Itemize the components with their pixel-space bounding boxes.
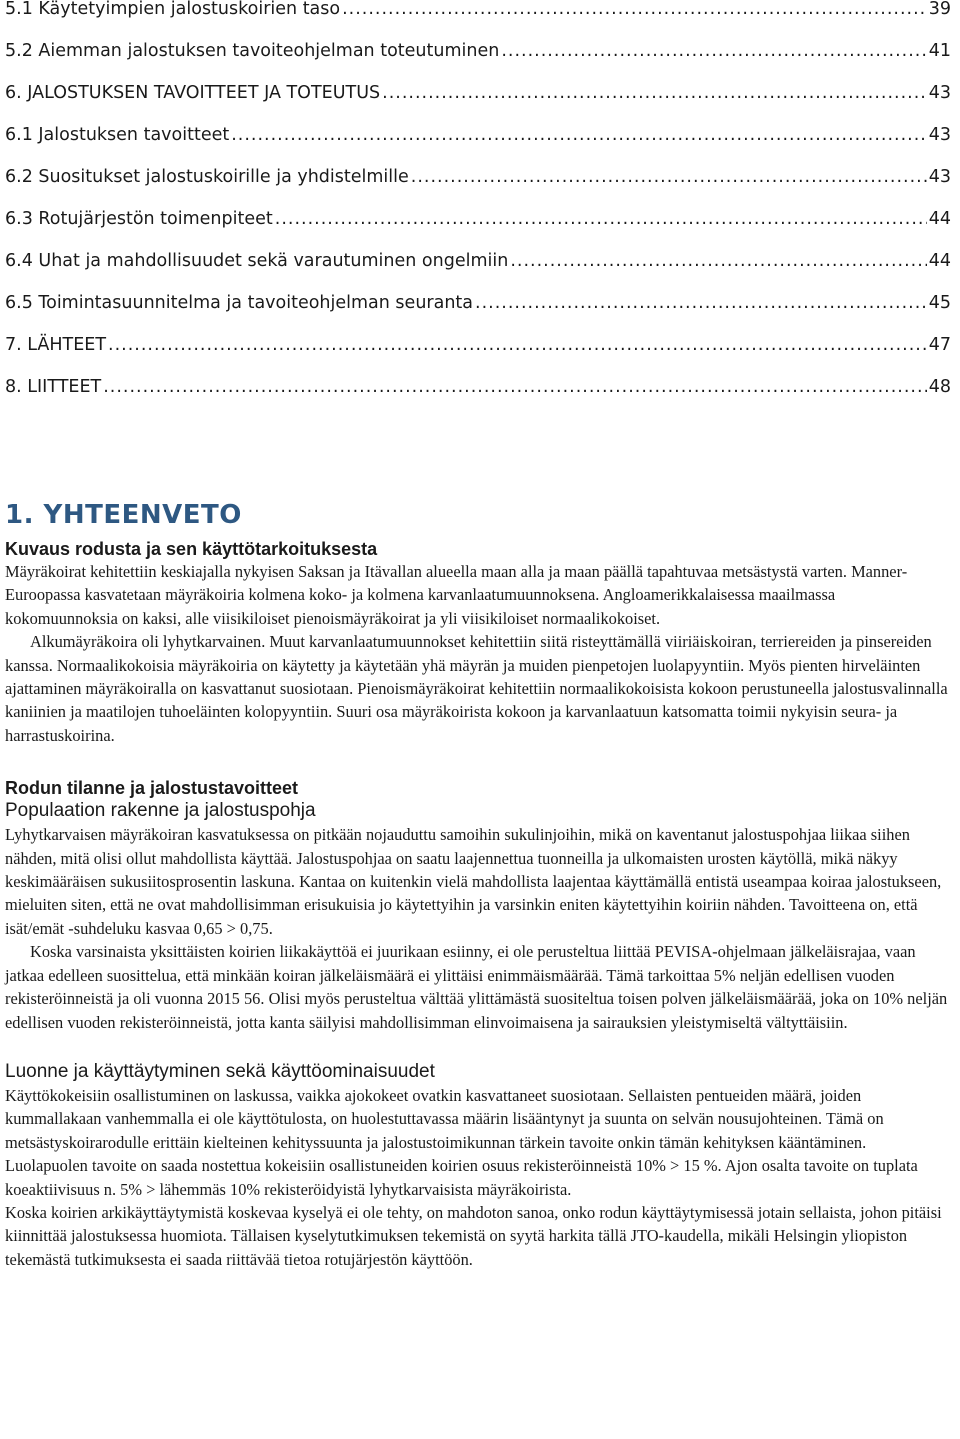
toc-entry[interactable] <box>5 336 951 378</box>
toc-entry-page: 43 <box>928 125 951 145</box>
toc-leader-dots <box>510 252 926 270</box>
toc-entry[interactable] <box>5 210 951 252</box>
toc-entry-page: 47 <box>928 335 951 355</box>
toc-entry[interactable] <box>5 378 951 420</box>
toc-entry-title: 6.2 Suositukset jalostuskoirille ja yhdistelmille <box>5 167 409 187</box>
toc-leader-dots <box>108 336 927 354</box>
toc-entry-title: 8. LIITTEET <box>5 377 102 397</box>
toc-leader-dots <box>231 126 927 144</box>
temperament-subheading: Luonne ja käyttäytyminen sekä käyttöominaisuudet <box>5 1060 435 1082</box>
toc-entry-title: 7. LÄHTEET <box>5 335 107 355</box>
toc-entry-title: 6. JALOSTUKSEN TAVOITTEET JA TOTEUTUS <box>5 83 381 103</box>
toc-entry[interactable] <box>5 0 951 42</box>
toc-entry-page: 44 <box>928 251 951 271</box>
section-title: 1. YHTEENVETO <box>5 500 242 530</box>
toc-entry[interactable] <box>5 294 951 336</box>
toc-entry-page: 45 <box>928 293 951 313</box>
toc-entry[interactable] <box>5 168 951 210</box>
toc-entry-page: 43 <box>928 83 951 103</box>
toc-entry-page: 44 <box>928 209 951 229</box>
population-paragraph: Lyhytkarvaisen mäyräkoiran kasvatuksessa on pitkään nojauduttu samoihin sukulinjoihin, mikä on kaventanut jalostuspohjaa liikaa siihen nähden, mitä olisi ollut mahdollista käyttää. Jalostuspohjaa on saatu laajennettua tuonneilla ja ulkomaisten urosten käytöllä, mikä näkyy keskimääräisen sukusiitosprosentin laskuna. Kantaa on kuitenkin vielä mahdollista laajentaa käyttämällä entistä useampaa koiraa jalostukseen, mieluiten siten, että ne ovat mahdollisimman erisukuisia jo käytettyihin ja varsinkin eniten käytettyihin koiriin nähden. Tavoitteena on, että isät/emät -suhdeluku kasvaa 0,65 > 0,75. <box>5 825 942 938</box>
summary-section <box>5 500 948 1271</box>
toc-entry-title: 6.4 Uhat ja mahdollisuudet sekä varautuminen ongelmiin <box>5 251 509 271</box>
toc-entry[interactable] <box>5 42 951 84</box>
toc-entry-title: 6.1 Jalostuksen tavoitteet <box>5 125 230 145</box>
overuse-paragraph: Koska varsinaista yksittäisten koirien liikakäyttöä ei juurikaan esiinny, ei ole perusteltua liittää PEVISA-ohjelmaan jälkeläisrajaa, vaan jatkaa edelleen suositteluа, että minkään koiran jälkeläismäärä ei ylittäisi enimmäismäärää. Tämä tarkoittaa 5% neljän edellisen vuoden rekisteröinneistä ja oli vuonna 2015 56. Olisi myös perusteltua välttää ylittämästä suositeltua toisen polven jälkeläismäärää, joka on 10% neljän edellisen vuoden rekisteröinneistä, jotta kanta säilyisi mahdollisimman elinvoimaisena ja sairauksien yleistymiseltä vältyttäisiin. <box>5 942 948 1032</box>
toc-entry-title: 5.2 Aiemman jalostuksen tavoiteohjelman toteutuminen <box>5 41 500 61</box>
toc-entry-page: 39 <box>928 0 951 19</box>
toc-entry-page: 43 <box>928 167 951 187</box>
toc-leader-dots <box>342 0 927 18</box>
breed-history-paragraph: Alkumäyräkoira oli lyhytkarvainen. Muut karvanlaatumuunnokset kehitettiin siitä risteyttämällä viiriäiskoiran, terriereiden ja pinsereiden kanssa. Normaalikokoisia mäyräkoiria on käytetty ja käytetään yhä mäyrän ja muiden pienpetojen luolapyyntiin. Myös pienten hirveläinten ajattaminen mäyräkoiralla on kasvattanut suosiotaan. Pienoismäyräkoirat kehitettiin normaalikokoisista kokoon perustuneella jalostusvalinnalla kaniinien ja maatilojen tuhoeläinten kolopyyntiin. Suuri osa mäyräkoirista kokoon ja karvanlaatuun katsomatta toimii nykyisin seura- ja harrastuskoirina. <box>5 632 948 745</box>
breed-description-heading: Kuvaus rodusta ja sen käyttötarkoituksesta <box>5 539 378 559</box>
toc-leader-dots <box>103 378 927 396</box>
toc-leader-dots <box>275 210 927 228</box>
toc-entry-page: 41 <box>928 41 951 61</box>
toc-leader-dots <box>475 294 927 312</box>
working-trials-paragraph: Käyttökokeisiin osallistuminen on laskussa, vaikka ajokokeet ovatkin kasvattaneet suosiotaan. Sellaisten pentueiden määrä, joiden kummallakaan vanhemmalla ei ole käyttötulosta, on huolestuttavassa määrin lisääntynyt ja suunta on selvän nousujohteinen. Tämä on metsästyskoirarodulle erittäin kielteinen kehityssuunta ja jalostustoimikunnan tärkein tavoite onkin tämän kehityksen kääntäminen. Luolapuolen tavoite on saada nostettua kokeisiin osallistuneiden koirien osuus rekisteröinneistä 10% > 15 %. Ajon osalta tavoite on tuplata koeaktiivisuus n. 5% > lähemmäs 10% rekisteröidyistä lyhytkarvaisista mäyräkoirista. <box>5 1085 918 1199</box>
breed-description-paragraph: Mäyräkoirat kehitettiin keskiajalla nykyisen Saksan ja Itävallan alueella maan alla ja maan päällä tapahtuvaa metsästystä varten. Manner-Euroopassa kasvatetaan mäyräkoiria kolmena koko- ja kolmena karvanlaatumuunnoksena. Angloamerikkalaisessa maailmassa kokomuunnoksia on kaksi, alle viisikiloiset pienoismäyräkoirat ja yli viisikiloiset normaalikokoiset. <box>5 562 908 628</box>
breed-status-heading: Rodun tilanne ja jalostustavoitteet <box>5 778 299 799</box>
population-subheading: Populaation rakenne ja jalostuspohja <box>5 800 316 822</box>
toc-entry[interactable] <box>5 84 951 126</box>
toc-entry-page: 48 <box>928 377 951 397</box>
toc-entry[interactable] <box>5 126 951 168</box>
toc-entry-title: 6.5 Toimintasuunnitelma ja tavoiteohjelman seuranta <box>5 293 474 313</box>
behaviour-survey-paragraph: Koska koirien arkikäyttäytymistä koskevaa kyselyä ei ole tehty, on mahdoton sanoa, onko rodun käyttäytymisessä jotain sellaista, johon pitäisi kiinnittää jalostuksessa huomiota. Tällaisen kyselytutkimuksen tekemistä on syytä harkita tällä JTO-kaudella, mikäli Helsingin yliopiston tekemästä tutkimuksesta ei saada riittävää tietoa rotujärjestön käyttöön. <box>5 1202 942 1269</box>
toc-leader-dots <box>382 84 927 102</box>
toc-entry-title: 5.1 Käytetyimpien jalostuskoirien taso <box>5 0 341 19</box>
table-of-contents <box>5 0 951 420</box>
toc-leader-dots <box>411 168 927 186</box>
toc-entry[interactable] <box>5 252 951 294</box>
toc-entry-title: 6.3 Rotujärjestön toimenpiteet <box>5 209 273 229</box>
toc-leader-dots <box>501 42 926 60</box>
